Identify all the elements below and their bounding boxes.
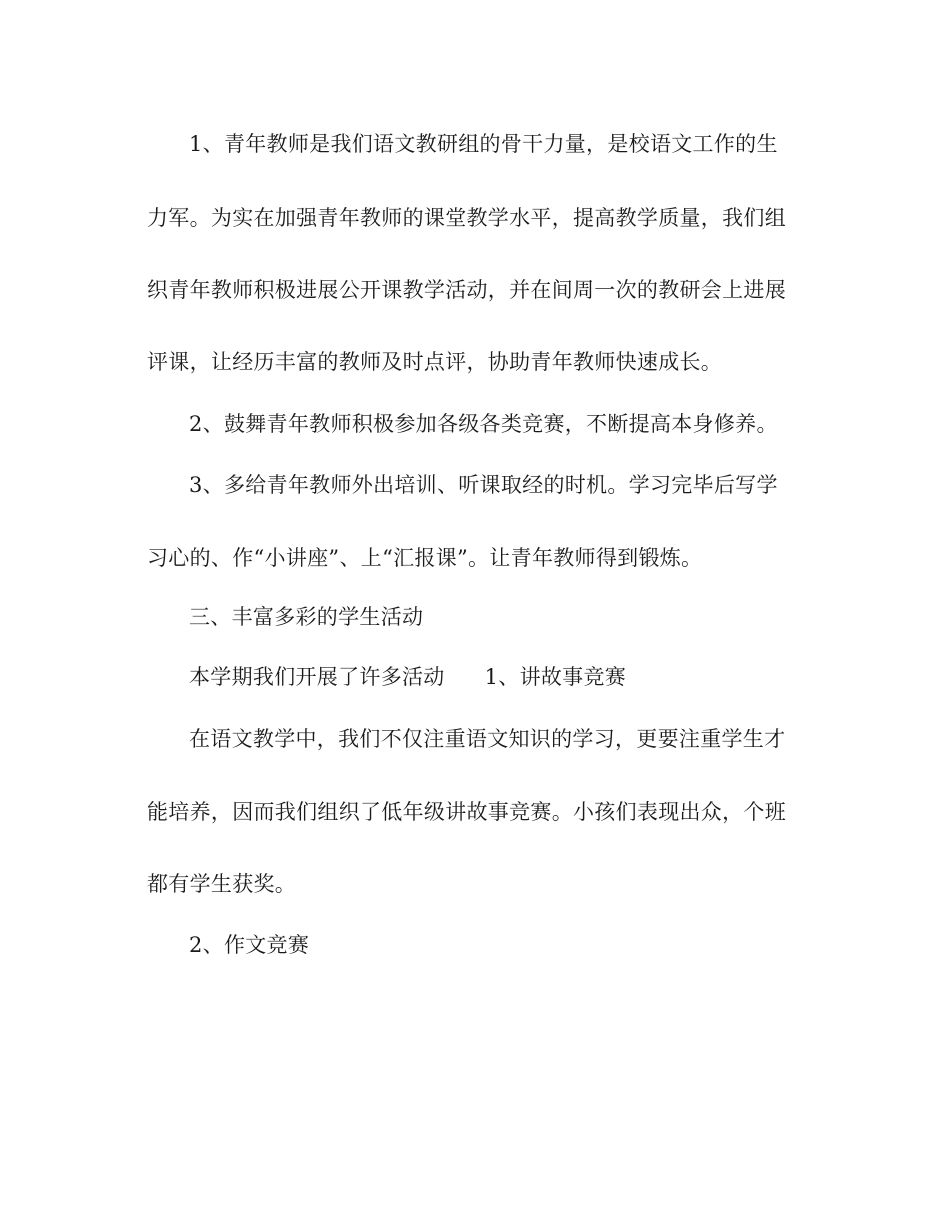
paragraph-5-line-1: 在语文教学中，我们不仅注重语文知识的学习，更要注重学生才	[189, 727, 786, 751]
section-heading-3: 三、丰富多彩的学生活动	[189, 605, 424, 629]
paragraph-4-part-1: 本学期我们开展了许多活动	[189, 665, 445, 689]
paragraph-6-line-1: 2、作文竞赛	[189, 933, 310, 957]
paragraph-2-line-1: 2、鼓舞青年教师积极参加各级各类竞赛，不断提高本身修养。	[189, 412, 778, 436]
paragraph-1-line-3: 织青年教师积极进展公开课教学活动，并在间周一次的教研会上进展	[147, 278, 786, 302]
paragraph-3-line-1: 3、多给青年教师外出培训、听课取经的时机。学习完毕后写学	[189, 473, 778, 497]
paragraph-1-line-2: 力军。为实在加强青年教师的课堂教学水平，提高教学质量，我们组	[147, 206, 786, 230]
paragraph-4	[189, 662, 807, 692]
paragraph-4-part-2: 1、讲故事竞赛	[484, 665, 627, 689]
paragraph-1-line-1: 1、青年教师是我们语文教研组的骨干力量，是校语文工作的生	[189, 132, 778, 156]
paragraph-1-line-4: 评课，让经历丰富的教师及时点评，协助青年教师快速成长。	[147, 350, 723, 374]
paragraph-5-line-2: 能培养，因而我们组织了低年级讲故事竞赛。小孩们表现出众，个班	[147, 800, 786, 824]
paragraph-3-line-2: 习心的、作“小讲座”、上“汇报课”。让青年教师得到锻炼。	[147, 546, 703, 570]
paragraph-5-line-3: 都有学生获奖。	[147, 872, 297, 896]
